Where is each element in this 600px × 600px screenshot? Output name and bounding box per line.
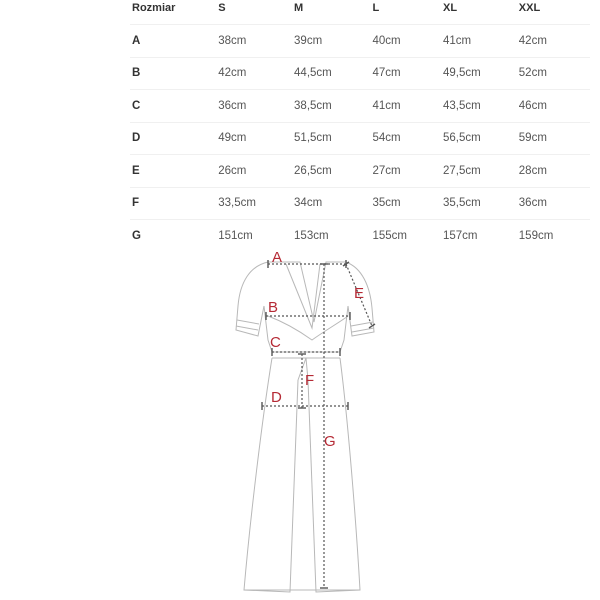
label-d: D — [271, 389, 282, 406]
label-g: G — [324, 433, 336, 450]
measurement-labels — [268, 249, 364, 450]
header-size-l: L — [372, 2, 380, 14]
label-b: B — [268, 299, 279, 316]
table-cell: 41cm — [443, 34, 472, 47]
table-row — [130, 155, 590, 188]
table-cell: 39cm — [294, 34, 323, 47]
table-cell: 155cm — [372, 229, 407, 242]
label-c: C — [270, 334, 281, 351]
header-size-s: S — [218, 2, 226, 14]
dress-measurement-diagram — [0, 240, 600, 600]
table-cell: 157cm — [443, 229, 478, 242]
table-row — [130, 90, 590, 123]
row-label: D — [132, 132, 141, 145]
table-cell: 28cm — [518, 164, 547, 177]
table-cell: 33,5cm — [218, 197, 256, 210]
table-cell: 49,5cm — [443, 67, 481, 80]
table-cell: 36cm — [218, 99, 247, 112]
dress-outline — [236, 262, 374, 592]
table-cell: 59cm — [518, 132, 547, 145]
label-e: E — [354, 285, 365, 302]
table-cell: 27cm — [372, 164, 401, 177]
table-cell: 26cm — [218, 164, 247, 177]
table-cell: 35cm — [372, 197, 401, 210]
row-label: G — [132, 229, 141, 242]
header-size-xl: XL — [443, 2, 458, 14]
table-cell: 51,5cm — [294, 132, 332, 145]
table-cell: 54cm — [372, 132, 401, 145]
table-row — [130, 122, 590, 155]
table-row — [130, 25, 590, 58]
label-f: F — [305, 372, 315, 389]
table-cell: 49cm — [218, 132, 247, 145]
table-cell: 34cm — [294, 197, 323, 210]
header-size-label: Rozmiar — [132, 2, 176, 14]
row-label: C — [132, 99, 141, 112]
table-cell: 41cm — [372, 99, 401, 112]
row-label: F — [132, 197, 140, 210]
table-cell: 47cm — [372, 67, 401, 80]
row-label: A — [132, 34, 141, 47]
header-size-m: M — [294, 2, 304, 14]
row-label: B — [132, 67, 141, 80]
size-table-header-row — [130, 0, 590, 25]
table-cell: 38cm — [218, 34, 247, 47]
table-cell: 153cm — [294, 229, 329, 242]
table-cell: 151cm — [218, 229, 253, 242]
table-cell: 44,5cm — [294, 67, 332, 80]
measurement-lines — [262, 260, 375, 588]
table-cell: 27,5cm — [443, 164, 481, 177]
label-a: A — [272, 249, 283, 266]
table-cell: 36cm — [518, 197, 547, 210]
table-cell: 42cm — [218, 67, 247, 80]
table-cell: 56,5cm — [443, 132, 481, 145]
table-cell: 46cm — [518, 99, 547, 112]
table-cell: 35,5cm — [443, 197, 481, 210]
size-table-container — [130, 0, 590, 252]
row-label: E — [132, 164, 140, 177]
table-cell: 40cm — [372, 34, 401, 47]
table-cell: 159cm — [518, 229, 554, 242]
table-cell: 38,5cm — [294, 99, 332, 112]
table-cell: 42cm — [518, 34, 547, 47]
table-cell: 26,5cm — [294, 164, 332, 177]
table-row — [130, 187, 590, 220]
table-row — [130, 57, 590, 90]
table-cell: 52cm — [518, 67, 547, 80]
header-size-xxl: XXL — [518, 2, 541, 14]
table-cell: 43,5cm — [443, 99, 481, 112]
size-table — [130, 0, 590, 252]
